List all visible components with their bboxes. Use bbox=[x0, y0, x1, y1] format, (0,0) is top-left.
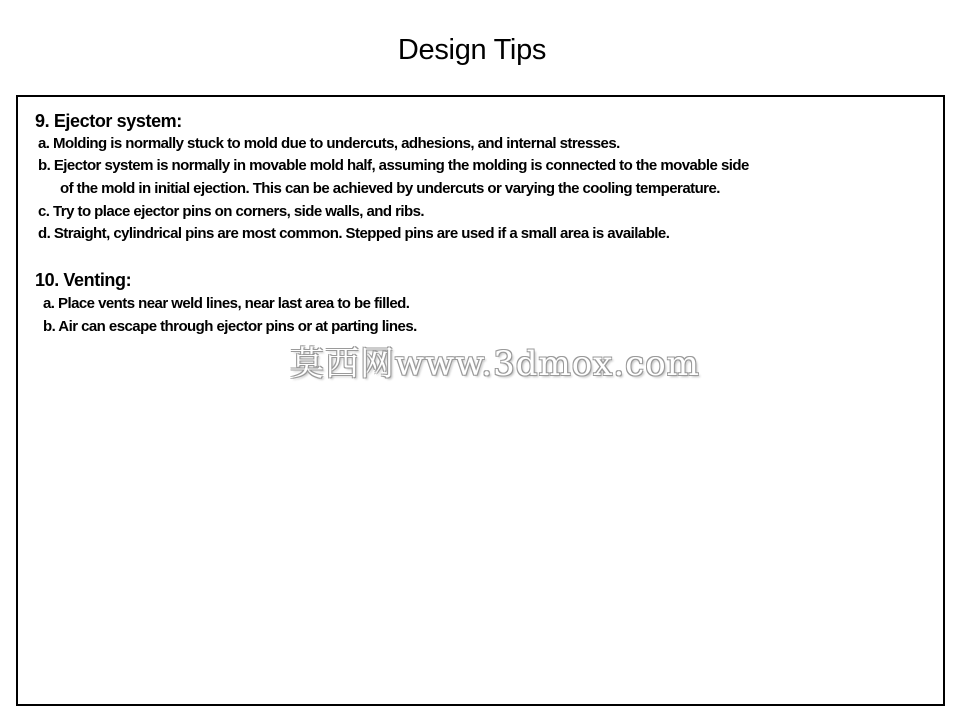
slide-title: Design Tips bbox=[397, 34, 547, 66]
list-item-ejector-d: d. Straight, cylindrical pins are most common. Stepped pins are used if a small area is available. bbox=[38, 225, 670, 242]
list-item-ejector-a: a. Molding is normally stuck to mold due to undercuts, adhesions, and internal stresses. bbox=[38, 135, 620, 152]
content-box bbox=[16, 95, 945, 706]
watermark-text: 莫西网www.3dmox.com bbox=[290, 344, 700, 384]
list-item-venting-b: b. Air can escape through ejector pins or at parting lines. bbox=[43, 318, 417, 335]
list-item-venting-a: a. Place vents near weld lines, near last area to be filled. bbox=[43, 295, 410, 312]
list-item-ejector-c: c. Try to place ejector pins on corners, side walls, and ribs. bbox=[38, 203, 425, 220]
list-item-ejector-b: b. Ejector system is normally in movable mold half, assuming the molding is connected to the movable side bbox=[38, 157, 749, 174]
list-item-ejector-b-continued: of the mold in initial ejection. This can be achieved by undercuts or varying the cooling temperature. bbox=[60, 180, 720, 197]
section-heading-ejector-system: 9. Ejector system: bbox=[35, 111, 182, 131]
section-heading-venting: 10. Venting: bbox=[35, 270, 132, 290]
